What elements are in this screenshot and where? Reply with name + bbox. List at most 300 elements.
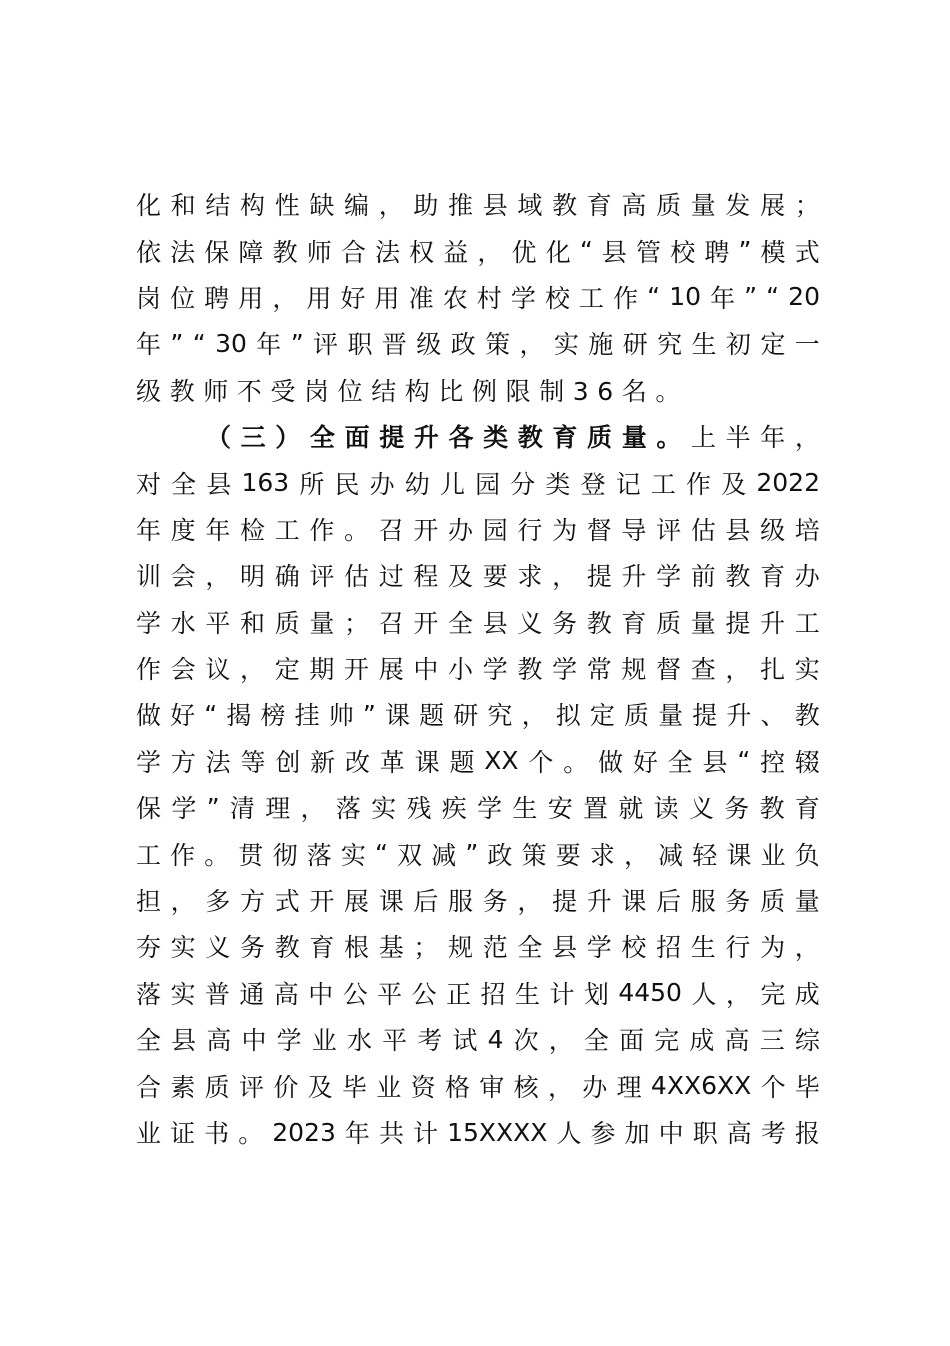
text-segment: 务 <box>725 887 751 917</box>
text-segment: 准 <box>408 283 434 313</box>
text-segment: 为 <box>760 933 786 963</box>
text-segment: ， <box>547 1072 573 1102</box>
text-segment: 落 <box>335 794 361 824</box>
text-segment: 公 <box>342 979 368 1009</box>
text-segment: 中 <box>308 979 334 1009</box>
text-segment: 检 <box>240 515 266 545</box>
text-segment: 评 <box>238 1072 264 1102</box>
text-segment: 会 <box>170 562 196 592</box>
text-segment: ” <box>290 328 304 358</box>
text-segment: 辍 <box>794 747 820 777</box>
text-segment: 课 <box>414 747 440 777</box>
text-segment: 策 <box>521 840 547 870</box>
text-segment: 生 <box>691 330 717 360</box>
text-line <box>136 320 820 366</box>
text-segment: 作 <box>309 515 335 545</box>
text-segment: 幼 <box>404 469 430 499</box>
text-segment: ” <box>738 236 752 266</box>
text-segment: 30 <box>215 328 247 358</box>
text-segment: 要 <box>555 840 581 870</box>
text-segment: 做 <box>598 747 624 777</box>
section-heading-char: 质 <box>587 423 613 453</box>
text-segment: 园 <box>482 515 508 545</box>
text-segment: 全 <box>583 1026 609 1056</box>
text-segment: 为 <box>552 515 578 545</box>
text-segment: ， <box>378 191 404 221</box>
text-segment: “ <box>374 839 388 869</box>
text-segment: 求 <box>517 562 543 592</box>
text-segment: ， <box>794 933 820 963</box>
text-segment: 163 <box>241 468 290 498</box>
text-segment: 策 <box>485 330 511 360</box>
text-segment: 开 <box>413 515 439 545</box>
text-segment: 务 <box>240 933 266 963</box>
text-segment: 全 <box>667 747 693 777</box>
text-line <box>136 1062 820 1108</box>
text-segment: 常 <box>586 655 612 685</box>
section-heading-char: 量 <box>621 423 647 453</box>
text-segment: 价 <box>273 1072 299 1102</box>
text-segment: 年 <box>760 423 786 453</box>
text-segment: 年 <box>136 330 162 360</box>
text-segment: 人 <box>556 1119 582 1148</box>
text-segment: 开 <box>344 655 370 685</box>
text-segment: 全 <box>136 1026 162 1056</box>
text-segment: ， <box>519 330 545 360</box>
text-segment: 帅 <box>328 701 354 731</box>
text-segment: 书 <box>204 1119 230 1148</box>
text-segment: 求 <box>589 840 615 870</box>
text-segment: 师 <box>306 237 332 267</box>
text-segment: 质 <box>204 1072 230 1102</box>
text-segment: 益 <box>443 237 469 267</box>
text-segment: 定 <box>589 701 615 731</box>
text-segment: 参 <box>590 1119 616 1148</box>
text-segment: 记 <box>615 469 641 499</box>
text-segment: 及 <box>721 469 747 499</box>
text-segment: 招 <box>480 979 506 1009</box>
text-segment: 方 <box>240 887 266 917</box>
text-segment: 2022 <box>756 468 820 498</box>
text-line <box>136 181 820 227</box>
text-segment: 规 <box>621 655 647 685</box>
text-segment: 展 <box>344 887 370 917</box>
text-line <box>136 367 820 413</box>
text-segment: 议 <box>205 655 231 685</box>
text-segment: 会 <box>170 655 196 685</box>
text-segment: 校 <box>544 283 570 313</box>
text-segment: 服 <box>448 887 474 917</box>
text-segment: ， <box>552 562 578 592</box>
text-segment: “ <box>766 282 780 312</box>
text-segment: 县 <box>206 469 232 499</box>
text-segment: 量 <box>690 191 716 221</box>
text-segment: 安 <box>547 794 573 824</box>
text-segment: “ <box>204 699 218 729</box>
text-segment: 晋 <box>381 330 407 360</box>
text-segment: 革 <box>379 747 405 777</box>
text-segment: 作 <box>613 283 639 313</box>
text-segment: 实 <box>170 933 196 963</box>
text-segment: 依 <box>136 237 162 267</box>
text-segment: 全 <box>448 608 474 638</box>
text-segment: 办 <box>448 515 474 545</box>
text-segment: 义 <box>688 794 714 824</box>
text-segment: 20 <box>788 282 820 312</box>
text-segment: 评 <box>313 330 339 360</box>
text-segment: 育 <box>309 933 335 963</box>
text-segment: 量 <box>690 608 716 638</box>
text-segment: 过 <box>378 562 404 592</box>
text-segment: 高 <box>724 1026 750 1056</box>
text-segment: 落 <box>136 979 162 1009</box>
text-segment: ， <box>517 887 543 917</box>
text-segment: 聘 <box>204 283 230 313</box>
text-segment: 计 <box>549 979 575 1009</box>
section-heading-char: 育 <box>552 423 578 453</box>
text-segment: 10 <box>669 282 701 312</box>
text-segment: 工 <box>794 608 820 638</box>
text-segment: 工 <box>579 283 605 313</box>
text-segment: 残 <box>406 794 432 824</box>
text-segment: 学 <box>477 794 503 824</box>
text-segment: 教 <box>552 191 578 221</box>
text-segment: 督 <box>656 655 682 685</box>
text-segment: 资 <box>410 1072 436 1102</box>
text-segment: 水 <box>170 608 196 638</box>
text-segment: 正 <box>446 979 472 1009</box>
section-heading-char: 升 <box>413 423 439 453</box>
text-segment: 中 <box>658 1119 684 1148</box>
text-segment: 教 <box>274 933 300 963</box>
text-segment: 类 <box>545 469 571 499</box>
text-segment: 揭 <box>226 701 252 731</box>
text-segment: 定 <box>760 330 786 360</box>
text-segment: 轻 <box>692 840 718 870</box>
text-segment: 义 <box>205 933 231 963</box>
text-segment: 升 <box>586 887 612 917</box>
text-segment: 职 <box>347 330 373 360</box>
text-segment: 范 <box>482 933 508 963</box>
text-segment: ； <box>344 608 370 638</box>
text-segment: 结 <box>205 191 231 221</box>
text-segment: 生 <box>690 933 716 963</box>
text-segment: 控 <box>760 747 786 777</box>
text-segment: 分 <box>510 469 536 499</box>
text-segment: 儿 <box>439 469 465 499</box>
text-segment: 业 <box>760 840 786 870</box>
text-segment: 高 <box>726 1119 752 1148</box>
text-segment: 改 <box>344 747 370 777</box>
text-segment: 合 <box>340 237 366 267</box>
text-segment: 学 <box>510 283 536 313</box>
text-line <box>136 552 820 598</box>
text-segment: 证 <box>170 1119 196 1148</box>
text-segment: 究 <box>657 330 683 360</box>
text-segment: 成 <box>794 979 820 1009</box>
text-segment: 缺 <box>309 191 335 221</box>
text-segment: 障 <box>238 237 264 267</box>
text-segment: 考 <box>417 1026 443 1056</box>
text-segment: 园 <box>475 469 501 499</box>
text-segment: 实 <box>553 330 579 360</box>
text-segment: 4XX6XX <box>650 1071 752 1101</box>
text-segment: 校 <box>670 237 696 267</box>
text-segment: 务 <box>482 887 508 917</box>
text-segment: 榜 <box>260 701 286 731</box>
text-segment: 半 <box>725 423 751 453</box>
text-segment: 提 <box>586 562 612 592</box>
text-segment: 题 <box>419 701 445 731</box>
text-line <box>136 738 820 784</box>
text-segment: 期 <box>309 655 335 685</box>
text-segment: 导 <box>621 515 647 545</box>
text-segment: 施 <box>588 330 614 360</box>
paragraph-end-text: 级教师不受岗位结构比例限制36名。 <box>136 376 690 406</box>
text-segment: 理 <box>265 794 291 824</box>
text-segment: 定 <box>274 655 300 685</box>
text-segment: 培 <box>794 515 820 545</box>
text-segment: 学 <box>482 655 508 685</box>
text-segment: 次 <box>513 1026 539 1056</box>
text-segment: 小 <box>448 655 474 685</box>
text-segment: 年 <box>710 283 736 313</box>
text-segment: 疾 <box>441 794 467 824</box>
text-segment: 生 <box>512 794 538 824</box>
text-segment: 聘 <box>704 237 730 267</box>
text-segment: 个 <box>528 747 554 777</box>
text-segment: “ <box>579 236 593 266</box>
text-segment: ， <box>272 283 298 313</box>
text-segment: 业 <box>311 1026 337 1056</box>
text-segment: 课 <box>385 701 411 731</box>
text-segment: 平 <box>205 608 231 638</box>
text-segment: 双 <box>397 840 423 870</box>
text-segment: 学 <box>136 747 162 777</box>
text-segment: 估 <box>690 515 716 545</box>
text-segment: 办 <box>582 1072 608 1102</box>
text-segment: 平 <box>382 1026 408 1056</box>
text-segment: 研 <box>622 330 648 360</box>
text-segment: 展 <box>760 191 786 221</box>
text-segment: 三 <box>759 1026 785 1056</box>
text-segment: 。 <box>344 515 370 545</box>
section-heading-char: ） <box>275 423 301 453</box>
text-segment: 、 <box>760 701 786 731</box>
text-segment: 位 <box>170 283 196 313</box>
text-segment: 生 <box>514 979 540 1009</box>
text-segment: 性 <box>274 191 300 221</box>
text-segment: 新 <box>310 747 336 777</box>
text-segment: 政 <box>450 330 476 360</box>
text-segment: 构 <box>240 191 266 221</box>
text-segment: 后 <box>656 887 682 917</box>
text-line <box>136 970 820 1016</box>
text-segment: 用 <box>306 283 332 313</box>
text-segment: 提 <box>725 608 751 638</box>
section-heading-char: 各 <box>448 423 474 453</box>
text-segment: 扎 <box>760 655 786 685</box>
text-segment: 工 <box>650 469 676 499</box>
text-segment: 质 <box>760 887 786 917</box>
text-segment: 县 <box>725 515 751 545</box>
text-segment: 高 <box>621 191 647 221</box>
text-segment: 工 <box>274 515 300 545</box>
text-segment: 量 <box>794 887 820 917</box>
section-heading-char: 提 <box>379 423 405 453</box>
text-segment: 彻 <box>272 840 298 870</box>
text-segment: 合 <box>136 1072 162 1102</box>
text-segment: 负 <box>794 840 820 870</box>
text-segment: 等 <box>240 747 266 777</box>
text-segment: ， <box>521 701 547 731</box>
text-line <box>136 274 820 320</box>
text-segment: 明 <box>240 562 266 592</box>
text-segment: 估 <box>344 562 370 592</box>
text-segment: 方 <box>170 747 196 777</box>
text-segment: 格 <box>444 1072 470 1102</box>
text-segment: 好 <box>170 701 196 731</box>
text-segment: 权 <box>409 237 435 267</box>
text-segment: 拟 <box>555 701 581 731</box>
text-segment: ； <box>794 191 820 221</box>
text-segment: 审 <box>479 1072 505 1102</box>
section-heading-line <box>136 413 820 459</box>
text-segment: ， <box>623 840 649 870</box>
text-segment: 年 <box>344 1119 370 1148</box>
text-segment: 完 <box>760 979 786 1009</box>
text-segment: 法 <box>205 747 231 777</box>
text-segment: 后 <box>413 887 439 917</box>
text-segment: 县 <box>552 933 578 963</box>
text-segment: 实 <box>371 794 397 824</box>
text-segment: 量 <box>309 608 335 638</box>
text-segment: ” <box>465 839 479 869</box>
text-segment: “ <box>192 328 206 358</box>
text-segment: 好 <box>632 747 658 777</box>
text-line <box>136 691 820 737</box>
text-segment: 试 <box>452 1026 478 1056</box>
text-segment: ， <box>725 655 751 685</box>
text-segment: 管 <box>636 237 662 267</box>
text-segment: 行 <box>725 933 751 963</box>
text-segment: 夯 <box>136 933 162 963</box>
text-segment: 式 <box>274 887 300 917</box>
text-segment: 好 <box>340 283 366 313</box>
text-segment: XX <box>484 746 519 776</box>
text-segment: 学 <box>552 655 578 685</box>
text-segment: 开 <box>309 887 335 917</box>
text-segment: 办 <box>369 469 395 499</box>
text-segment: 县 <box>482 191 508 221</box>
text-segment: 质 <box>623 701 649 731</box>
text-segment: 质 <box>274 608 300 638</box>
text-segment: 服 <box>690 887 716 917</box>
text-segment: 减 <box>431 840 457 870</box>
text-segment: 中 <box>241 1026 267 1056</box>
text-segment: “ <box>647 282 661 312</box>
text-segment: 务 <box>724 794 750 824</box>
text-segment: 课 <box>621 887 647 917</box>
text-segment: 评 <box>309 562 335 592</box>
section-heading-char: 面 <box>344 423 370 453</box>
text-segment: 就 <box>618 794 644 824</box>
text-segment: 担 <box>136 887 162 917</box>
text-line <box>136 784 820 830</box>
text-segment: 县 <box>601 237 627 267</box>
text-segment: 开 <box>413 608 439 638</box>
text-segment: 职 <box>692 1119 718 1148</box>
text-segment: 确 <box>274 562 300 592</box>
text-segment: 理 <box>616 1072 642 1102</box>
text-line <box>136 459 820 505</box>
text-segment: 升 <box>621 562 647 592</box>
text-segment: 发 <box>725 191 751 221</box>
text-segment: 挂 <box>294 701 320 731</box>
text-segment: 农 <box>442 283 468 313</box>
text-segment: 式 <box>794 237 820 267</box>
text-segment: 教 <box>586 608 612 638</box>
text-segment: 学 <box>171 794 197 824</box>
text-segment: 育 <box>621 608 647 638</box>
text-segment: 。 <box>563 747 589 777</box>
text-segment: 上 <box>690 423 716 453</box>
text-segment: ， <box>170 887 196 917</box>
text-line <box>136 923 820 969</box>
text-segment: 级 <box>760 515 786 545</box>
text-segment: 学 <box>586 933 612 963</box>
text-segment: 工 <box>136 840 162 870</box>
text-segment: 质 <box>656 191 682 221</box>
text-segment: 育 <box>760 562 786 592</box>
text-segment: ” <box>362 699 376 729</box>
text-segment: 中 <box>413 655 439 685</box>
text-segment: 域 <box>517 191 543 221</box>
text-segment: 作 <box>686 469 712 499</box>
text-segment: 课 <box>378 887 404 917</box>
text-segment: 成 <box>689 1026 715 1056</box>
text-line <box>136 645 820 691</box>
text-segment: 题 <box>449 747 475 777</box>
text-segment: 训 <box>136 562 162 592</box>
text-segment: ， <box>548 1026 574 1056</box>
text-segment: 所 <box>299 469 325 499</box>
text-line <box>136 599 820 645</box>
text-segment: 助 <box>413 191 439 221</box>
text-segment: 年 <box>205 515 231 545</box>
text-segment: 务 <box>552 608 578 638</box>
text-segment: 业 <box>136 1119 162 1148</box>
text-segment: 。 <box>204 840 230 870</box>
text-segment: 展 <box>378 655 404 685</box>
text-segment: ” <box>744 282 758 312</box>
text-segment: 课 <box>726 840 752 870</box>
text-segment: ， <box>794 423 820 453</box>
text-segment: 规 <box>448 933 474 963</box>
text-segment: 通 <box>239 979 265 1009</box>
text-segment: 教 <box>725 562 751 592</box>
text-segment: 基 <box>378 933 404 963</box>
text-segment: 行 <box>517 515 543 545</box>
text-segment: 政 <box>487 840 513 870</box>
text-segment: 质 <box>656 608 682 638</box>
text-segment: 高 <box>206 1026 232 1056</box>
text-segment: 县 <box>702 747 728 777</box>
text-segment: 置 <box>583 794 609 824</box>
text-segment: 教 <box>272 237 298 267</box>
text-segment: 级 <box>416 330 442 360</box>
text-segment: 督 <box>586 515 612 545</box>
